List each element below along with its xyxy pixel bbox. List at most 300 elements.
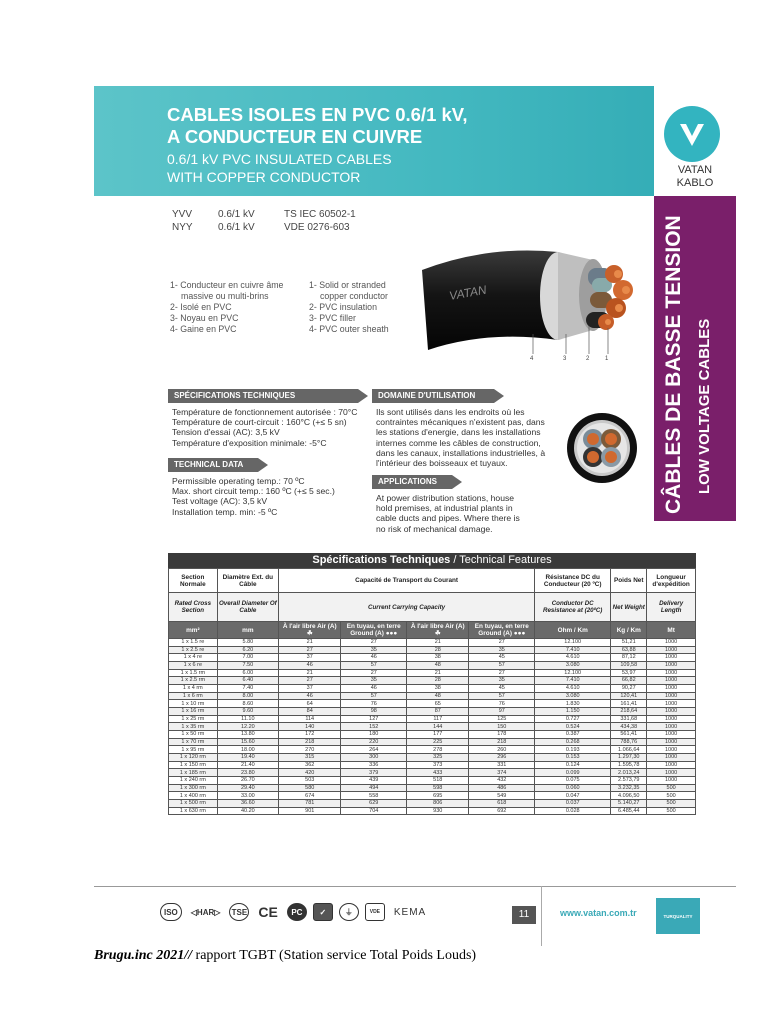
cable-cross-section-icon [566, 412, 638, 484]
table-cell: 45 [469, 685, 535, 693]
table-cell: 76 [341, 700, 407, 708]
table-cell: 27 [341, 639, 407, 647]
table-cell: 120,41 [611, 692, 647, 700]
table-cell: 3.080 [535, 692, 611, 700]
table-cell: 260 [469, 746, 535, 754]
table-cell: 1000 [647, 723, 696, 731]
table-cell: 0.099 [535, 769, 611, 777]
table-cell: 1000 [647, 761, 696, 769]
table-cell: 40.20 [217, 807, 278, 815]
table-cell: 1000 [647, 669, 696, 677]
table-row [169, 754, 696, 762]
table-cell: 180 [341, 731, 407, 739]
table-cell: 98 [341, 708, 407, 716]
table-cell: 494 [341, 784, 407, 792]
table-cell: 172 [279, 731, 341, 739]
table-cell: 325 [407, 754, 469, 762]
table-cell: 5.140,27 [611, 800, 647, 808]
unit-header: À l'air libre Air (A) ☘ [279, 622, 341, 639]
table-cell: 500 [647, 784, 696, 792]
table-row [169, 738, 696, 746]
har-icon: ◁HAR▷ [190, 907, 221, 917]
table-cell: 19.40 [217, 754, 278, 762]
usage-line: At power distribution stations, house [376, 493, 515, 503]
spec-line: Température de fonctionnement autorisée : 70°C [172, 407, 358, 417]
table-body [169, 639, 696, 815]
cable-label: 4 [530, 356, 534, 362]
table-cell: 1 x 1.5 rm [169, 669, 218, 677]
spec-line: Permissible operating temp.: 70 ºC [172, 476, 305, 486]
header-row-fr [169, 569, 696, 593]
table-cell: 1000 [647, 746, 696, 754]
table-cell: 806 [407, 800, 469, 808]
table-cell: 1 x 120 rm [169, 754, 218, 762]
table-cell: 57 [341, 662, 407, 670]
logo-icon [664, 106, 720, 162]
table-cell: 503 [279, 777, 341, 785]
table-row [169, 639, 696, 647]
table-cell: 6.40 [217, 677, 278, 685]
table-cell: 27 [279, 677, 341, 685]
table-cell: 57 [341, 692, 407, 700]
table-cell: 296 [469, 754, 535, 762]
spec-table [168, 568, 696, 815]
table-row [169, 700, 696, 708]
unit-header: Ohm / Km [535, 622, 611, 639]
spec-line: Test voltage (AC): 3,5 kV [172, 496, 268, 507]
table-cell: 432 [469, 777, 535, 785]
table-cell: 66,82 [611, 677, 647, 685]
unit-header: Mt [647, 622, 696, 639]
document-footer [94, 948, 476, 964]
table-cell: 518 [407, 777, 469, 785]
table-row [169, 662, 696, 670]
header-banner [94, 86, 736, 196]
table-cell: 1000 [647, 646, 696, 654]
table-cell: 674 [279, 792, 341, 800]
table-cell: 580 [279, 784, 341, 792]
table-cell: 161,41 [611, 700, 647, 708]
part-item: massive ou multi-brins [181, 291, 269, 301]
table-row [169, 669, 696, 677]
table-cell: 434,38 [611, 723, 647, 731]
side-banner [654, 196, 736, 521]
table-cell: 500 [647, 792, 696, 800]
vde-icon: VDE [365, 903, 385, 921]
table-cell: 1 x 2.5 re [169, 646, 218, 654]
table-cell: 362 [279, 761, 341, 769]
part-item: 4- Gaine en PVC [170, 324, 237, 334]
table-cell: 26.70 [217, 777, 278, 785]
part-item: 2- Isolé en PVC [170, 302, 232, 312]
turquality-badge: TURQUALITY [656, 898, 700, 934]
spec-en-heading: TECHNICAL DATA [168, 458, 258, 472]
table-cell: 1000 [647, 662, 696, 670]
brand-logo [654, 86, 736, 196]
usage-fr-heading: DOMAINE D'UTILISATION [372, 389, 494, 403]
spec-en-text [172, 476, 335, 517]
table-cell: 331,68 [611, 715, 647, 723]
table-title-sep: / [450, 554, 460, 566]
col-header: Current Carrying Capacity [279, 593, 535, 622]
table-cell: 1000 [647, 777, 696, 785]
unit-header: À l'air libre Air (A) ☘ [407, 622, 469, 639]
type-standard: TS IEC 60502-1 [284, 209, 356, 220]
col-header: Diamètre Ext. du Câble [217, 569, 278, 593]
table-cell: 1000 [647, 654, 696, 662]
table-cell: 692 [469, 807, 535, 815]
col-header: Résistance DC du Conducteur (20 ºC) [535, 569, 611, 593]
table-row [169, 777, 696, 785]
table-cell: 0.387 [535, 731, 611, 739]
cable-label: 3 [563, 356, 567, 362]
col-header: Conductor DC Resistance at (20ºC) [535, 593, 611, 622]
table-cell: 218 [279, 738, 341, 746]
table-cell: 140 [279, 723, 341, 731]
table-cell: 220 [341, 738, 407, 746]
table-cell: 336 [341, 761, 407, 769]
table-cell: 6.485,44 [611, 807, 647, 815]
tse-icon: TSE [229, 903, 249, 921]
table-cell: 0.060 [535, 784, 611, 792]
table-cell: 331 [469, 761, 535, 769]
usage-line: Ils sont utilisés dans les endroits où les [376, 407, 525, 417]
table-row [169, 692, 696, 700]
table-cell: 1.150 [535, 708, 611, 716]
table-cell: 21.40 [217, 761, 278, 769]
col-header: Longueur d'expédition [647, 569, 696, 593]
spec-line: Température d'exposition minimale: -5°C [172, 437, 327, 448]
table-cell: 930 [407, 807, 469, 815]
side-title-en: LOW VOLTAGE CABLES [696, 318, 713, 494]
usage-line: l'intérieur des boisseaux et tuyaux. [376, 458, 508, 469]
table-cell: 561,41 [611, 731, 647, 739]
footer-divider [94, 886, 736, 887]
table-cell: 270 [279, 746, 341, 754]
table-cell: 788,76 [611, 738, 647, 746]
table-cell: 64 [279, 700, 341, 708]
table-cell: 27 [469, 639, 535, 647]
certification-logos [160, 903, 429, 921]
table-title [168, 553, 696, 568]
table-cell: 433 [407, 769, 469, 777]
table-row [169, 723, 696, 731]
table-cell: 1000 [647, 738, 696, 746]
table-cell: 8.60 [217, 700, 278, 708]
table-cell: 53,97 [611, 669, 647, 677]
usage-line: cable ducts and pipes. Where there is [376, 513, 520, 524]
table-cell: 35 [469, 646, 535, 654]
website-link[interactable]: www.vatan.com.tr [560, 908, 637, 918]
table-cell: 21 [407, 669, 469, 677]
cable-label: 2 [586, 356, 590, 362]
table-cell: 57 [469, 692, 535, 700]
table-cell: 549 [469, 792, 535, 800]
col-header: Section Normale [169, 569, 218, 593]
unit-header: En tuyau, en terre Ground (A) ●●● [469, 622, 535, 639]
table-cell: 5.80 [217, 639, 278, 647]
table-cell: 97 [469, 708, 535, 716]
table-cell: 0.075 [535, 777, 611, 785]
table-cell: 0.727 [535, 715, 611, 723]
table-row [169, 800, 696, 808]
table-cell: 218 [469, 738, 535, 746]
table-cell: 38 [407, 654, 469, 662]
table-cell: 48 [407, 662, 469, 670]
table-cell: 1 x 630 rm [169, 807, 218, 815]
tech-table [168, 553, 696, 815]
cable-illustration-icon [418, 230, 648, 365]
table-cell: 2.573,79 [611, 777, 647, 785]
table-cell: 4.096,50 [611, 792, 647, 800]
table-title-fr: Spécifications Techniques [312, 554, 451, 566]
table-cell: 0.124 [535, 761, 611, 769]
header-row-en [169, 593, 696, 622]
cable-print: VATAN [448, 282, 488, 303]
part-item: 3- PVC filler [309, 313, 356, 323]
table-cell: 6.00 [217, 669, 278, 677]
table-cell: 7.50 [217, 662, 278, 670]
table-cell: 695 [407, 792, 469, 800]
title-line-1: CABLES ISOLES EN PVC 0.6/1 kV, [167, 104, 468, 125]
col-header: Rated Cross Section [169, 593, 218, 622]
table-cell: 1 x 2.5 rm [169, 677, 218, 685]
table-cell: 7.410 [535, 677, 611, 685]
table-row [169, 715, 696, 723]
part-item: 2- PVC insulation [309, 302, 377, 312]
table-cell: 1 x 300 rm [169, 784, 218, 792]
table-cell: 3.232,35 [611, 784, 647, 792]
table-title-en: Technical Features [459, 554, 552, 566]
table-cell: 500 [647, 807, 696, 815]
table-cell: 264 [341, 746, 407, 754]
col-header: Capacité de Transport du Courant [279, 569, 535, 593]
iso-icon: ISO [160, 903, 182, 921]
table-cell: 218,64 [611, 708, 647, 716]
brand-name: VATAN [677, 164, 713, 176]
table-cell: 21 [279, 639, 341, 647]
side-title-fr: CÂBLES DE BASSE TENSION [662, 215, 685, 514]
table-cell: 84 [279, 708, 341, 716]
table-cell: 125 [469, 715, 535, 723]
table-row [169, 708, 696, 716]
table-cell: 901 [279, 807, 341, 815]
table-cell: 781 [279, 800, 341, 808]
table-cell: 1000 [647, 685, 696, 693]
spec-line: Température de court-circuit : 160°C (+≤ 5 sn) [172, 417, 347, 428]
table-cell: 0.047 [535, 792, 611, 800]
table-cell: 178 [469, 731, 535, 739]
table-cell: 1 x 25 rm [169, 715, 218, 723]
parts-list-fr [170, 280, 283, 335]
table-row [169, 746, 696, 754]
table-cell: 15.60 [217, 738, 278, 746]
unit-header: En tuyau, en terre Ground (A) ●●● [341, 622, 407, 639]
table-cell: 35 [341, 677, 407, 685]
table-cell: 9.60 [217, 708, 278, 716]
unit-header: mm² [169, 622, 218, 639]
table-cell: 1 x 240 rm [169, 777, 218, 785]
table-cell: 1 x 500 rm [169, 800, 218, 808]
usage-en-text [376, 493, 520, 534]
table-cell: 11.10 [217, 715, 278, 723]
table-cell: 12.100 [535, 639, 611, 647]
table-cell: 150 [469, 723, 535, 731]
cable-label: 1 [605, 356, 609, 362]
table-cell: 21 [407, 639, 469, 647]
subtitle-line-2: WITH COPPER CONDUCTOR [167, 169, 361, 185]
table-cell: 28 [407, 646, 469, 654]
table-cell: 379 [341, 769, 407, 777]
table-cell: 618 [469, 800, 535, 808]
table-cell: 486 [469, 784, 535, 792]
col-header: Overall Diameter Of Cable [217, 593, 278, 622]
table-cell: 1 x 95 rm [169, 746, 218, 754]
table-cell: 439 [341, 777, 407, 785]
table-cell: 87,12 [611, 654, 647, 662]
table-row [169, 677, 696, 685]
table-cell: 46 [279, 692, 341, 700]
table-cell: 37 [279, 654, 341, 662]
table-cell: 1000 [647, 639, 696, 647]
check-icon: ✓ [313, 903, 333, 921]
table-cell: 1000 [647, 708, 696, 716]
table-row [169, 792, 696, 800]
table-cell: 1000 [647, 754, 696, 762]
table-cell: 114 [279, 715, 341, 723]
table-cell: 373 [407, 761, 469, 769]
type-standard: VDE 0276-603 [284, 222, 350, 233]
table-cell: 1000 [647, 769, 696, 777]
table-cell: 420 [279, 769, 341, 777]
table-cell: 109,58 [611, 662, 647, 670]
type-code: YVV [172, 209, 193, 220]
table-cell: 1.066,64 [611, 746, 647, 754]
brand-sub: KABLO [676, 177, 714, 189]
part-item: 4- PVC outer sheath [309, 324, 389, 334]
spec-line: Tension d'essai (AC): 3,5 kV [172, 427, 280, 438]
ground-icon: ⏚ [339, 903, 359, 921]
table-cell: 38 [407, 685, 469, 693]
table-cell: 12.20 [217, 723, 278, 731]
table-cell: 500 [647, 800, 696, 808]
part-item: 1- Solid or stranded [309, 280, 386, 290]
table-cell: 1 x 185 rm [169, 769, 218, 777]
page-subtitle [167, 150, 392, 186]
table-cell: 12.100 [535, 669, 611, 677]
spec-line: Installation temp. min: -5 ºC [172, 506, 278, 517]
table-cell: 7.40 [217, 685, 278, 693]
table-cell: 28 [407, 677, 469, 685]
pc-icon: PC [287, 903, 307, 921]
table-cell: 1.595,78 [611, 761, 647, 769]
usage-en-heading: APPLICATIONS [372, 475, 452, 489]
table-cell: 4.610 [535, 654, 611, 662]
table-cell: 21 [279, 669, 341, 677]
col-header: Net Weight [611, 593, 647, 622]
table-cell: 278 [407, 746, 469, 754]
table-cell: 1 x 6 rm [169, 692, 218, 700]
table-cell: 46 [341, 654, 407, 662]
table-cell: 1 x 4 rm [169, 685, 218, 693]
table-cell: 90,27 [611, 685, 647, 693]
table-cell: 1 x 4 re [169, 654, 218, 662]
table-cell: 51,21 [611, 639, 647, 647]
type-voltage: 0.6/1 kV [218, 222, 255, 233]
table-cell: 0.037 [535, 800, 611, 808]
usage-fr-text [376, 407, 545, 468]
table-cell: 36.60 [217, 800, 278, 808]
table-cell: 374 [469, 769, 535, 777]
table-cell: 35 [341, 646, 407, 654]
table-cell: 1 x 70 rm [169, 738, 218, 746]
table-cell: 1000 [647, 731, 696, 739]
table-row [169, 685, 696, 693]
table-cell: 1000 [647, 692, 696, 700]
subtitle-line-1: 0.6/1 kV PVC INSULATED CABLES [167, 151, 392, 167]
type-code: NYY [172, 222, 193, 233]
table-row [169, 769, 696, 777]
table-cell: 117 [407, 715, 469, 723]
part-item: 1- Conducteur en cuivre âme [170, 280, 284, 290]
title-line-2: A CONDUCTEUR EN CUIVRE [167, 126, 423, 147]
table-cell: 7.410 [535, 646, 611, 654]
usage-line: internes comme les câbles de construction, [376, 437, 541, 448]
page-title [167, 104, 468, 148]
type-voltage: 0.6/1 kV [218, 209, 255, 220]
table-cell: 558 [341, 792, 407, 800]
table-cell: 37 [279, 685, 341, 693]
table-cell: 2.013,24 [611, 769, 647, 777]
table-row [169, 731, 696, 739]
table-cell: 27 [469, 669, 535, 677]
table-cell: 127 [341, 715, 407, 723]
spec-line: Max. short circuit temp.: 160 ºC (+≤ 5 sec.) [172, 486, 335, 497]
table-cell: 48 [407, 692, 469, 700]
table-cell: 300 [341, 754, 407, 762]
table-cell: 1 x 35 rm [169, 723, 218, 731]
table-cell: 704 [341, 807, 407, 815]
footer-bold: Brugu.inc 2021// [94, 948, 193, 963]
table-cell: 1 x 6 re [169, 662, 218, 670]
table-cell: 87 [407, 708, 469, 716]
table-cell: 46 [279, 662, 341, 670]
usage-line: hold premises, at industrial plants in [376, 503, 513, 514]
table-cell: 0.028 [535, 807, 611, 815]
table-cell: 1 x 10 rm [169, 700, 218, 708]
usage-line: les stations d'energie, dans les installations [376, 427, 541, 438]
unit-header: Kg / Km [611, 622, 647, 639]
header-row-units [169, 622, 696, 639]
table-cell: 29.40 [217, 784, 278, 792]
part-item: 3- Noyau en PVC [170, 313, 239, 323]
table-cell: 57 [469, 662, 535, 670]
table-cell: 1 x 150 rm [169, 761, 218, 769]
type-row [172, 221, 356, 234]
table-cell: 46 [341, 685, 407, 693]
col-header: Poids Net [611, 569, 647, 593]
table-cell: 7.00 [217, 654, 278, 662]
table-row [169, 761, 696, 769]
table-cell: 0.193 [535, 746, 611, 754]
table-cell: 0.268 [535, 738, 611, 746]
type-row [172, 208, 356, 221]
usage-line: dans les canaux, installations industrielles, à [376, 447, 546, 458]
kema-icon: KEMA [393, 906, 427, 918]
table-cell: 1 x 16 rm [169, 708, 218, 716]
footer-vertical-divider [541, 886, 542, 946]
spec-fr-text [172, 407, 357, 448]
